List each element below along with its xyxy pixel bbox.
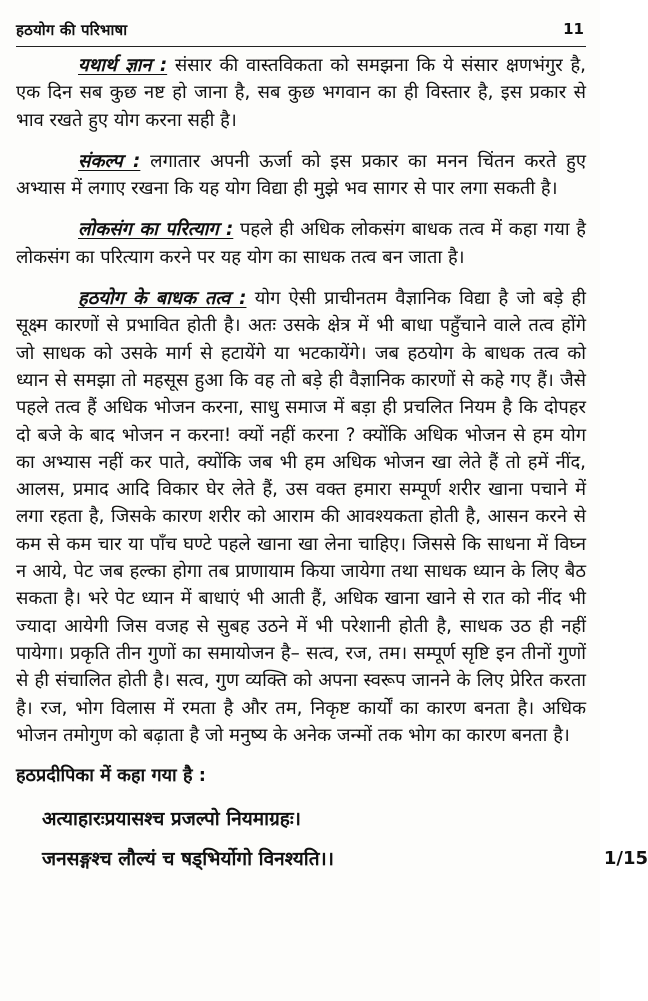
quote-lead: हठप्रदीपिका में कहा गया है :: [16, 765, 206, 787]
page-number: 11: [563, 20, 584, 38]
term-heading: यथार्थ ज्ञान :: [78, 55, 168, 76]
verse-line-2-text: जनसङ्गश्च लौल्यं च षड्भिर्योगो विनश्यति।।: [42, 848, 334, 871]
term-heading: हठयोग के बाधक तत्व :: [78, 288, 247, 310]
paragraph-text: संसार की वास्तविकता को समझना कि ये संसार क्षणभंगुर है, एक दिन सब कुछ नष्ट हो जाना है, सब कुछ भगवान का ही विस्तार है, इस प्रकार से भाव रखते हुए योग करना सही है।: [16, 55, 586, 131]
page-body: [16, 52, 648, 879]
running-title: हठयोग की परिभाषा: [16, 21, 128, 39]
term-heading: लोकसंग का परित्याग :: [78, 219, 234, 241]
paragraph-hathayog-badhak-tatva: [16, 285, 586, 749]
paragraph-sankalp: [16, 148, 586, 203]
paragraph-text: योग ऐसी प्राचीनतम वैज्ञानिक विद्या है जो बड़े ही सूक्ष्म कारणों से प्रभावित होती है। अतः उसके क्षेत्र में भी बाधा पहुँचाने वाले तत्व होंगे जो साधक को उसके मार्ग से हटायेंगे या भटकायेंगे। जब हठयोग के बाधक तत्व को ध्यान से समझा तो महसूस हुआ कि वह तो बड़े ही वैज्ञानिक कारणों से कहे गए हैं। जैसे पहले तत्व हैं अधिक भोजन करना, साधु समाज में बड़ा ही प्रचलित नियम है कि दोपहर दो बजे के बाद भोजन न करना! क्यों नहीं करना ? क्योंकि अधिक भोजन से हम योग का अभ्यास नहीं कर पाते, क्योंकि जब भी हम अधिक भोजन खा लेते हैं तो हमें नींद, आलस, प्रमाद आदि विकार घेर लेते हैं, उस वक्त हमारा सम्पूर्ण शरीर खाना पचाने में लगा रहता है, जिसके कारण शरीर को आराम की आवश्यकता होती है, आसन करने से कम से कम चार या पाँच घण्टे पहले खाना खा लेना चाहिए। जिससे कि साधना में विघ्न न आये, पेट जब हल्का होगा तब प्राणायाम किया जायेगा तथा साधक ध्यान के लिए बैठ सकता है। भरे पेट ध्यान में बाधाएं भी आती हैं, अधिक खाना खाने से रात को नींद भी ज्यादा आयेगी जिस वजह से सुबह उठने में भी परेशानी होती है, साधक उठ ही नहीं पायेगा। प्रकृति तीन गुणों का समायोजन है– सत्व, रज, तम। सम्पूर्ण सृष्टि इन तीनों गुणों से ही संचालित होती है। सत्व, गुण व्यक्ति को अपना स्वरूप जानने के लिए प्रेरित करता है। रज, भोग विलास में रमता है और तम, निकृष्ट कार्यों का कारण बनता है। अधिक भोजन तमोगुण को बढ़ाता है जो मनुष्य के अनेक जन्मों तक भोग का कारण बनता है।: [16, 288, 586, 746]
verse-line-2: [42, 839, 648, 879]
verse-line-1: अत्याहारःप्रयासश्च प्रजल्पो नियमाग्रहः।: [42, 808, 301, 831]
term-heading: संकल्प :: [78, 150, 141, 172]
paragraph-text: पहले ही अधिक लोकसंग बाधक तत्व में कहा गया है लोकसंग का परित्याग करने पर यह योग का साधक तत्व बन जाता है।: [16, 219, 586, 268]
paragraph-yathartha-gyan: [16, 52, 586, 134]
paragraph-text: लगातार अपनी ऊर्जा को इस प्रकार का मनन चिंतन करते हुए अभ्यास में लगाए रखना कि यह योग विद्या ही मुझे भव सागर से पार लगा सकती है।: [16, 150, 586, 200]
paragraph-loksang-parityag: [16, 216, 586, 271]
page-header: [16, 20, 586, 47]
verse-reference: 1/15: [603, 848, 648, 870]
